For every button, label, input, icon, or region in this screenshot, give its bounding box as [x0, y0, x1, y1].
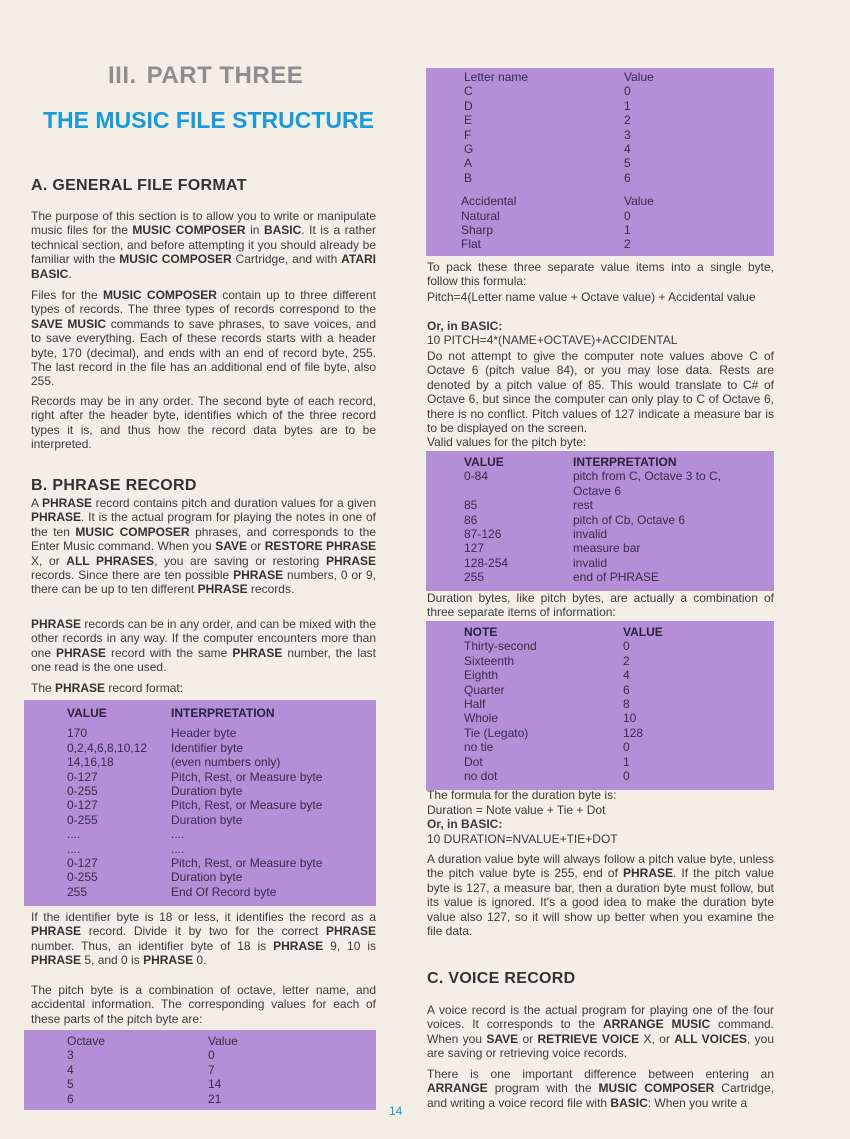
letter-table-row — [426, 99, 774, 113]
pitch-table-cell-b: invalid — [573, 526, 608, 541]
letter-table-cell-a: E — [464, 113, 473, 128]
letter-table-cell-b: 4 — [624, 141, 631, 156]
note-table-cell-b: 4 — [623, 668, 630, 683]
note-table-row — [426, 697, 774, 711]
letter-table-row — [426, 128, 774, 142]
note-table-row — [426, 668, 774, 682]
octave-table-row — [24, 1048, 376, 1062]
phrase-table-cell-a: 0-255 — [67, 783, 98, 798]
note-table-cell-b: 6 — [623, 682, 630, 697]
note-table-head-a: NOTE — [464, 625, 498, 639]
pitch-table-row — [426, 570, 774, 584]
section-b-paragraph-3: The PHRASE record format: — [31, 681, 184, 695]
phrase-table-cell-a: 0,2,4,6,8,10,12 — [67, 740, 148, 755]
octave-table-row — [24, 1063, 376, 1077]
note-table-row — [426, 726, 774, 740]
note-table-cell-a: Thirty-second — [464, 639, 537, 654]
phrase-table-cell-b: Duration byte — [171, 870, 243, 885]
section-c-paragraph-2: There is one important difference between entering an ARRANGE program with the MUSIC COMPOSER Cartridge, and writing a voice record file with BASIC: When you write a — [427, 1067, 774, 1110]
pitch-table-cell-a: 255 — [464, 570, 485, 585]
letter-table-cell-a: C — [464, 84, 473, 99]
pitch-table-row — [426, 498, 774, 512]
note-table-cell-a: Eighth — [464, 668, 499, 683]
phrase-table-cell-b: (even numbers only) — [171, 755, 281, 770]
letter-table-cell-b: 0 — [624, 84, 631, 99]
pitch-table-cell-a: 86 — [464, 512, 478, 527]
duration-formula: Duration = Note value + Tie + Dot — [427, 803, 606, 817]
pitch-table-row — [426, 513, 774, 527]
pitch-table-cell-a: 127 — [464, 541, 485, 556]
pitch-or-basic: Or, in BASIC: — [427, 319, 503, 333]
section-a-paragraph-2: Files for the MUSIC COMPOSER contain up to three different types of records. The three types of records correspond to the SAVE MUSIC commands to save phrases, to save voices, and to save everything. Each of these records starts with a header byte, 170 (decimal), and ends with an end of record byte, 255. The last record in the file has an additional end of file byte, also 255. — [31, 288, 376, 389]
note-table-cell-b: 0 — [623, 768, 630, 783]
duration-formula-intro: The formula for the duration byte is: — [427, 788, 617, 802]
phrase-table-cell-b: Pitch, Rest, or Measure byte — [171, 855, 323, 870]
pitch-table-cell-a: 87-126 — [464, 526, 502, 541]
phrase-table-cell-b: Pitch, Rest, or Measure byte — [171, 798, 323, 813]
letter-table-cell-a: B — [464, 170, 473, 185]
octave-table-cell-a: 5 — [67, 1077, 74, 1092]
octave-table-cell-b: 21 — [208, 1091, 222, 1106]
section-b-paragraph-1: A PHRASE record contains pitch and duration values for a given PHRASE. It is the actual program for playing the notes in one of the ten MUSIC COMPOSER phrases, and corresponds to the Enter Music command. When you SAVE or RESTORE PHRASE X, or ALL PHRASES, you are saving or restoring PHRASE records. Since there are ten possible PHRASE numbers, 0 or 9, there can be up to ten different PHRASE records. — [31, 496, 376, 597]
accidental-table-cell-b: 1 — [624, 222, 631, 237]
pitch-table-cell-b: measure bar — [573, 541, 641, 556]
phrase-table-row — [24, 842, 376, 856]
letter-table-cell-b: 6 — [624, 170, 631, 185]
phrase-table-cell-a: 0-255 — [67, 870, 98, 885]
part-number: III. — [108, 62, 137, 89]
pitch-formula: Pitch=4(Letter name value + Octave value) + Accidental value — [427, 290, 756, 304]
phrase-table-cell-a: .... — [67, 827, 81, 842]
part-heading — [108, 62, 358, 90]
accidental-table-cell-b: 2 — [624, 237, 631, 252]
octave-table-cell-a: 3 — [67, 1048, 74, 1063]
duration-paragraph-3: A duration value byte will always follow a pitch value byte, unless the pitch value byte is 255, end of PHRASE. If the pitch value byte is 127, a measure bar, then a duration byte must follow, but its value is ignored. It's a good idea to make the duration byte value also 127, so it will show up better when you examine the file data. — [427, 852, 775, 939]
letter-table-cell-a: D — [464, 98, 473, 113]
phrase-table-cell-a: 255 — [67, 884, 88, 899]
phrase-table-row — [24, 741, 376, 755]
note-table-cell-b: 0 — [623, 740, 630, 755]
pitch-byte-table — [426, 451, 774, 591]
octave-table-cell-b: 14 — [208, 1077, 222, 1092]
phrase-table-cell-b: Duration byte — [171, 812, 243, 827]
octave-table-cell-a: 4 — [67, 1062, 74, 1077]
accidental-table-cell-a: Sharp — [461, 222, 494, 237]
note-table-row — [426, 683, 774, 697]
letter-table-row — [426, 171, 774, 185]
letter-table-cell-b: 3 — [624, 127, 631, 142]
phrase-table-cell-a: 170 — [67, 726, 88, 741]
phrase-table-row — [24, 755, 376, 769]
section-c-paragraph-1: A voice record is the actual program for playing one of the four voices. It corresponds to the ARRANGE MUSIC command. When you SAVE or RETRIEVE VOICE X, or ALL VOICES, you are saving or retrieving voice records. — [427, 1003, 775, 1061]
pitch-paragraph-1: To pack these three separate value items into a single byte, follow this formula: — [427, 260, 774, 289]
octave-table-row — [24, 1092, 376, 1106]
duration-paragraph-1: Duration bytes, like pitch bytes, are actually a combination of three separate items of information: — [427, 591, 774, 620]
octave-table-cell-a: 6 — [67, 1091, 74, 1106]
duration-or-basic: Or, in BASIC: — [427, 817, 503, 831]
phrase-table-row — [24, 813, 376, 827]
note-table-cell-a: Sixteenth — [464, 653, 515, 668]
phrase-table-cell-b: Identifier byte — [171, 740, 244, 755]
phrase-table-row — [24, 726, 376, 740]
pitch-table-head-value: VALUE — [464, 455, 504, 469]
letter-table-row — [426, 142, 774, 156]
pitch-table-row — [426, 484, 774, 498]
accidental-table-cell-a: Flat — [461, 237, 482, 252]
accidental-table-row — [426, 223, 774, 237]
phrase-table-cell-a: 0-127 — [67, 769, 98, 784]
note-table-cell-a: no tie — [464, 740, 494, 755]
pitch-table-cell-b: Octave 6 — [573, 483, 622, 498]
note-table-cell-b: 0 — [623, 639, 630, 654]
note-table-cell-a: Tie (Legato) — [464, 725, 529, 740]
letter-table-cell-b: 1 — [624, 98, 631, 113]
part-label: PART THREE — [146, 62, 304, 89]
pitch-table-cell-a: 85 — [464, 498, 478, 513]
note-table-cell-a: Quarter — [464, 682, 505, 697]
pitch-table-row — [426, 556, 774, 570]
accidental-table-cell-a: Natural — [461, 208, 500, 223]
phrase-table-cell-a: 14,16,18 — [67, 755, 114, 770]
accidental-table-head-a: Accidental — [461, 194, 517, 209]
duration-basic-code: 10 DURATION=NVALUE+TIE+DOT — [427, 832, 618, 846]
note-table-row — [426, 769, 774, 783]
octave-table-head-a: Octave — [67, 1034, 106, 1048]
note-table-cell-a: Dot — [464, 754, 483, 769]
accidental-table-head-b: Value — [624, 194, 654, 209]
pitch-table-cell-b: rest — [573, 498, 594, 513]
pitch-table-cell-b: pitch of Cb, Octave 6 — [573, 512, 686, 527]
section-c-heading: C. VOICE RECORD — [427, 970, 576, 987]
letter-table-cell-a: A — [464, 156, 473, 171]
octave-table-cell-b: 7 — [208, 1062, 215, 1077]
page-number: 14 — [389, 1104, 403, 1118]
note-table-cell-a: Whole — [464, 711, 499, 726]
phrase-table-head-value: VALUE — [67, 706, 107, 720]
section-b-paragraph-4: If the identifier byte is 18 or less, it identifies the record as a PHRASE record. Divide it by two for the correct PHRASE number. Thus, an identifier byte of 18 is PHRASE 9, 10 is PHRASE 5, and 0 is PHRASE 0. — [31, 910, 376, 968]
phrase-table-cell-b: .... — [171, 827, 185, 842]
section-b-paragraph-2: PHRASE records can be in any order, and can be mixed with the other records in any way. If the computer encounters more than one PHRASE record with the same PHRASE number, the last one read is the one used. — [31, 617, 377, 675]
section-a-paragraph-3: Records may be in any order. The second byte of each record, right after the header byte, identifies which of the three record types it is, and thus how the record data bytes are to be interpreted. — [31, 394, 376, 452]
pitch-table-row — [426, 469, 774, 483]
note-table-cell-a: Half — [464, 696, 486, 711]
phrase-record-table — [24, 700, 376, 906]
note-table-row — [426, 740, 774, 754]
pitch-table-cell-b: pitch from C, Octave 3 to C, — [573, 469, 722, 484]
pitch-paragraph-2: Do not attempt to give the computer note values above C of Octave 6 (pitch value 84), or you may lose data. Rests are denoted by a pitch value of 85. This would translate to C# of Octave 6, but since the computer can only play to C of Octave 6, there is no conflict. Pitch values of 127 indicate a measure bar is to be displayed on the screen. — [427, 349, 774, 436]
pitch-basic-code: 10 PITCH=4*(NAME+OCTAVE)+ACCIDENTAL — [427, 333, 678, 347]
phrase-table-cell-a: 0-127 — [67, 798, 98, 813]
note-table-row — [426, 639, 774, 653]
note-table-row — [426, 755, 774, 769]
letter-table-cell-b: 5 — [624, 156, 631, 171]
note-table-head-b: VALUE — [623, 625, 663, 639]
phrase-table-cell-b: Duration byte — [171, 783, 243, 798]
pitch-table-cell-b: invalid — [573, 555, 608, 570]
section-a-heading: A. GENERAL FILE FORMAT — [31, 177, 247, 194]
pitch-table-row — [426, 527, 774, 541]
letter-accidental-table — [426, 68, 774, 256]
note-table-cell-b: 8 — [623, 696, 630, 711]
phrase-table-row — [24, 770, 376, 784]
section-a-paragraph-1: The purpose of this section is to allow you to write or manipulate music files for the MUSIC COMPOSER in BASIC. It is a rather technical section, and before attempting it you should already be familiar with the MUSIC COMPOSER Cartridge, and with ATARI BASIC. — [31, 209, 376, 281]
letter-table-head-b: Value — [624, 70, 654, 84]
phrase-table-head-interp: INTERPRETATION — [171, 706, 275, 720]
letter-table-cell-a: F — [464, 127, 472, 142]
note-table-cell-b: 1 — [623, 754, 630, 769]
phrase-table-row — [24, 885, 376, 899]
page-title: THE MUSIC FILE STRUCTURE — [43, 107, 374, 133]
letter-table-cell-b: 2 — [624, 113, 631, 128]
phrase-table-cell-a: 0-127 — [67, 855, 98, 870]
pitch-table-row — [426, 541, 774, 555]
accidental-table-cell-b: 0 — [624, 208, 631, 223]
accidental-table-row — [426, 209, 774, 223]
phrase-table-row — [24, 784, 376, 798]
phrase-table-cell-a: .... — [67, 841, 81, 856]
pitch-table-cell-b: end of PHRASE — [573, 570, 660, 585]
pitch-table-head-interp: INTERPRETATION — [573, 455, 677, 469]
note-value-table — [426, 621, 774, 790]
phrase-table-row — [24, 856, 376, 870]
phrase-table-row — [24, 827, 376, 841]
pitch-table-cell-a: 0-84 — [464, 469, 489, 484]
pitch-valid-values: Valid values for the pitch byte: — [427, 435, 587, 449]
phrase-table-cell-b: .... — [171, 841, 185, 856]
accidental-table-row — [426, 237, 774, 251]
note-table-cell-b: 10 — [623, 711, 637, 726]
note-table-cell-b: 2 — [623, 653, 630, 668]
phrase-table-cell-b: End Of Record byte — [171, 884, 277, 899]
note-table-cell-b: 128 — [623, 725, 644, 740]
note-table-row — [426, 654, 774, 668]
phrase-table-cell-a: 0-255 — [67, 812, 98, 827]
note-table-row — [426, 711, 774, 725]
phrase-table-cell-b: Header byte — [171, 726, 237, 741]
phrase-table-row — [24, 870, 376, 884]
octave-table-cell-b: 0 — [208, 1048, 215, 1063]
section-b-heading: B. PHRASE RECORD — [31, 477, 197, 494]
octave-table-head-b: Value — [208, 1034, 238, 1048]
phrase-table-cell-b: Pitch, Rest, or Measure byte — [171, 769, 323, 784]
letter-table-head-a: Letter name — [464, 70, 529, 84]
octave-table — [24, 1030, 376, 1110]
letter-table-row — [426, 156, 774, 170]
section-b-paragraph-5: The pitch byte is a combination of octave, letter name, and accidental information. The corresponding values for each of these parts of the pitch byte are: — [31, 983, 376, 1026]
note-table-cell-a: no dot — [464, 768, 498, 783]
letter-table-row — [426, 84, 774, 98]
letter-table-cell-a: G — [464, 141, 474, 156]
letter-table-row — [426, 113, 774, 127]
pitch-table-cell-a: 128-254 — [464, 555, 509, 570]
phrase-table-row — [24, 798, 376, 812]
octave-table-row — [24, 1077, 376, 1091]
